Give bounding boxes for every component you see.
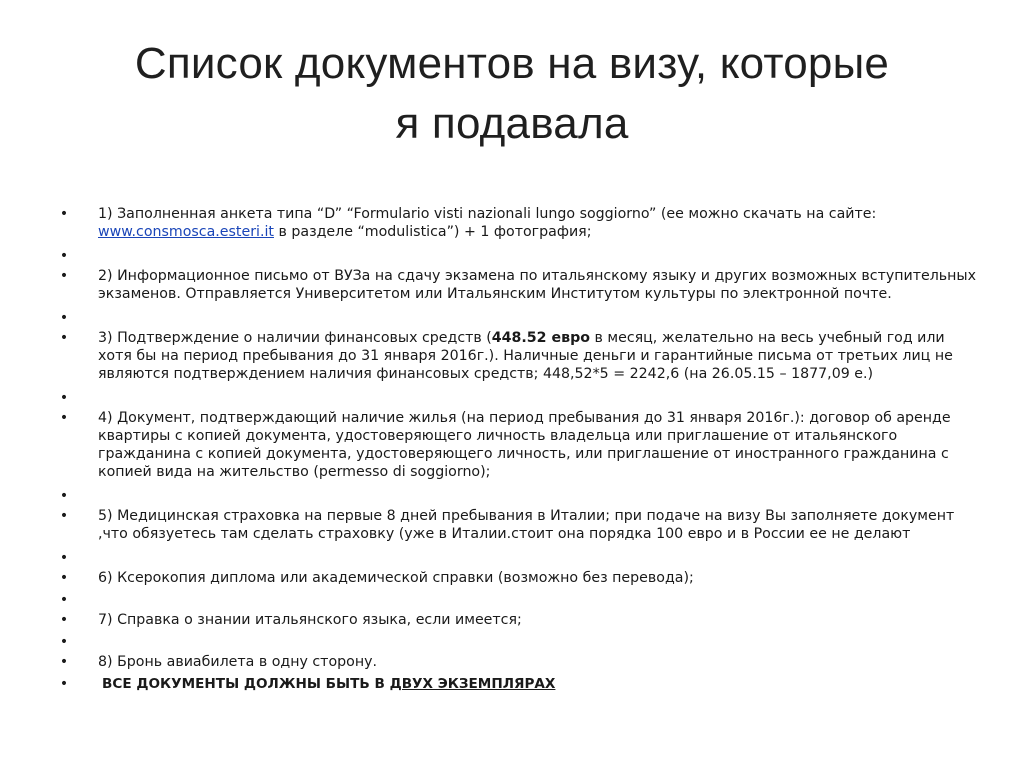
- list-item-2: [58, 267, 978, 303]
- bullet-icon: •: [59, 488, 69, 504]
- item-3-text-end: в месяц, желательно на весь учебный год или хотя бы на период пребывания до 31 января 2016г.). Наличные деньги и гарантийные письма от третьих лиц не являются подтверждением наличия финансовых средств; 448,52*5 = 2242,6 (на 26.05.15 – 1877,09 е.): [98, 330, 953, 382]
- bullet-icon: •: [59, 592, 69, 608]
- slide-title-line-1: Список документов на визу, которые: [134, 39, 890, 88]
- bullet-icon: •: [59, 508, 69, 524]
- bullet-icon: •: [59, 310, 69, 326]
- bullet-icon: •: [59, 676, 69, 692]
- final-note-emphasis: ДВУХ ЭКЗЕМПЛЯРАХ: [389, 676, 556, 692]
- bullet-icon: •: [59, 248, 69, 264]
- bullet-icon: •: [59, 330, 69, 346]
- item-1-text-start: 1) Заполненная анкета типа “D” “Formulario visti nazionali lungo soggiorno” (ее можно скачать на сайте:: [98, 206, 877, 222]
- list-item-6: [58, 569, 978, 587]
- item-4-text: 4) Документ, подтверждающий наличие жилья (на период пребывания до 31 января 2016г.): договор об аренде квартиры с копией документа, удостоверяющего личность владельца или приглашение от итальянского гражданина с копией документа, удостоверяющего личность, или приглашение от иностранного гражданина с копией вида на жительство (permesso di soggiorno);: [98, 410, 951, 480]
- item-3-amount: 448.52 евро: [491, 330, 590, 346]
- item-7-text: 7) Справка о знании итальянского языка, если имеется;: [98, 612, 522, 628]
- bullet-icon: •: [59, 612, 69, 628]
- final-note: [98, 676, 555, 692]
- document-list: [58, 205, 978, 697]
- bullet-icon: •: [59, 550, 69, 566]
- empty-list-item: [58, 309, 978, 329]
- empty-list-item: [58, 633, 978, 653]
- list-item-1: [58, 205, 978, 241]
- empty-list-item: [58, 591, 978, 611]
- item-2-text: 2) Информационное письмо от ВУЗа на сдачу экзамена по итальянскому языку и других возможных вступительных экзаменов. Отправляется Университетом или Итальянским Институтом культуры по электронной почте.: [98, 268, 977, 302]
- list-item-7: [58, 611, 978, 629]
- empty-list-item: [58, 247, 978, 267]
- list-item-3: [58, 329, 978, 383]
- bullet-icon: •: [59, 654, 69, 670]
- empty-list-item: [58, 487, 978, 507]
- list-item-final: [58, 675, 978, 693]
- bullet-icon: •: [59, 206, 69, 222]
- bullet-icon: •: [59, 268, 69, 284]
- item-3-text-start: 3) Подтверждение о наличии финансовых средств (: [98, 330, 492, 346]
- item-8-text: 8) Бронь авиабилета в одну сторону.: [98, 654, 377, 670]
- final-note-text: ВСЕ ДОКУМЕНТЫ ДОЛЖНЫ БЫТЬ В: [102, 676, 390, 692]
- bullet-icon: •: [59, 390, 69, 406]
- list-item-4: [58, 409, 978, 481]
- item-6-text: 6) Ксерокопия диплома или академической справки (возможно без перевода);: [98, 570, 694, 586]
- list-item-8: [58, 653, 978, 671]
- list-item-5: [58, 507, 978, 543]
- item-1-text-end: в разделе “modulistica”) + 1 фотография;: [273, 224, 592, 240]
- bullet-icon: •: [59, 570, 69, 586]
- empty-list-item: [58, 389, 978, 409]
- slide-title-line-2: я подавала: [395, 99, 629, 148]
- consulate-website-link[interactable]: www.consmosca.esteri.it: [98, 224, 274, 240]
- item-5-text: 5) Медицинская страховка на первые 8 дней пребывания в Италии; при подаче на визу Вы заполняете документ ,что обязуетесь там сделать страховку (уже в Италии.стоит она порядка 100 евро и в России ее не делают: [98, 508, 955, 542]
- empty-list-item: [58, 549, 978, 569]
- slide-title: [40, 34, 984, 154]
- bullet-icon: •: [59, 410, 69, 426]
- bullet-icon: •: [59, 634, 69, 650]
